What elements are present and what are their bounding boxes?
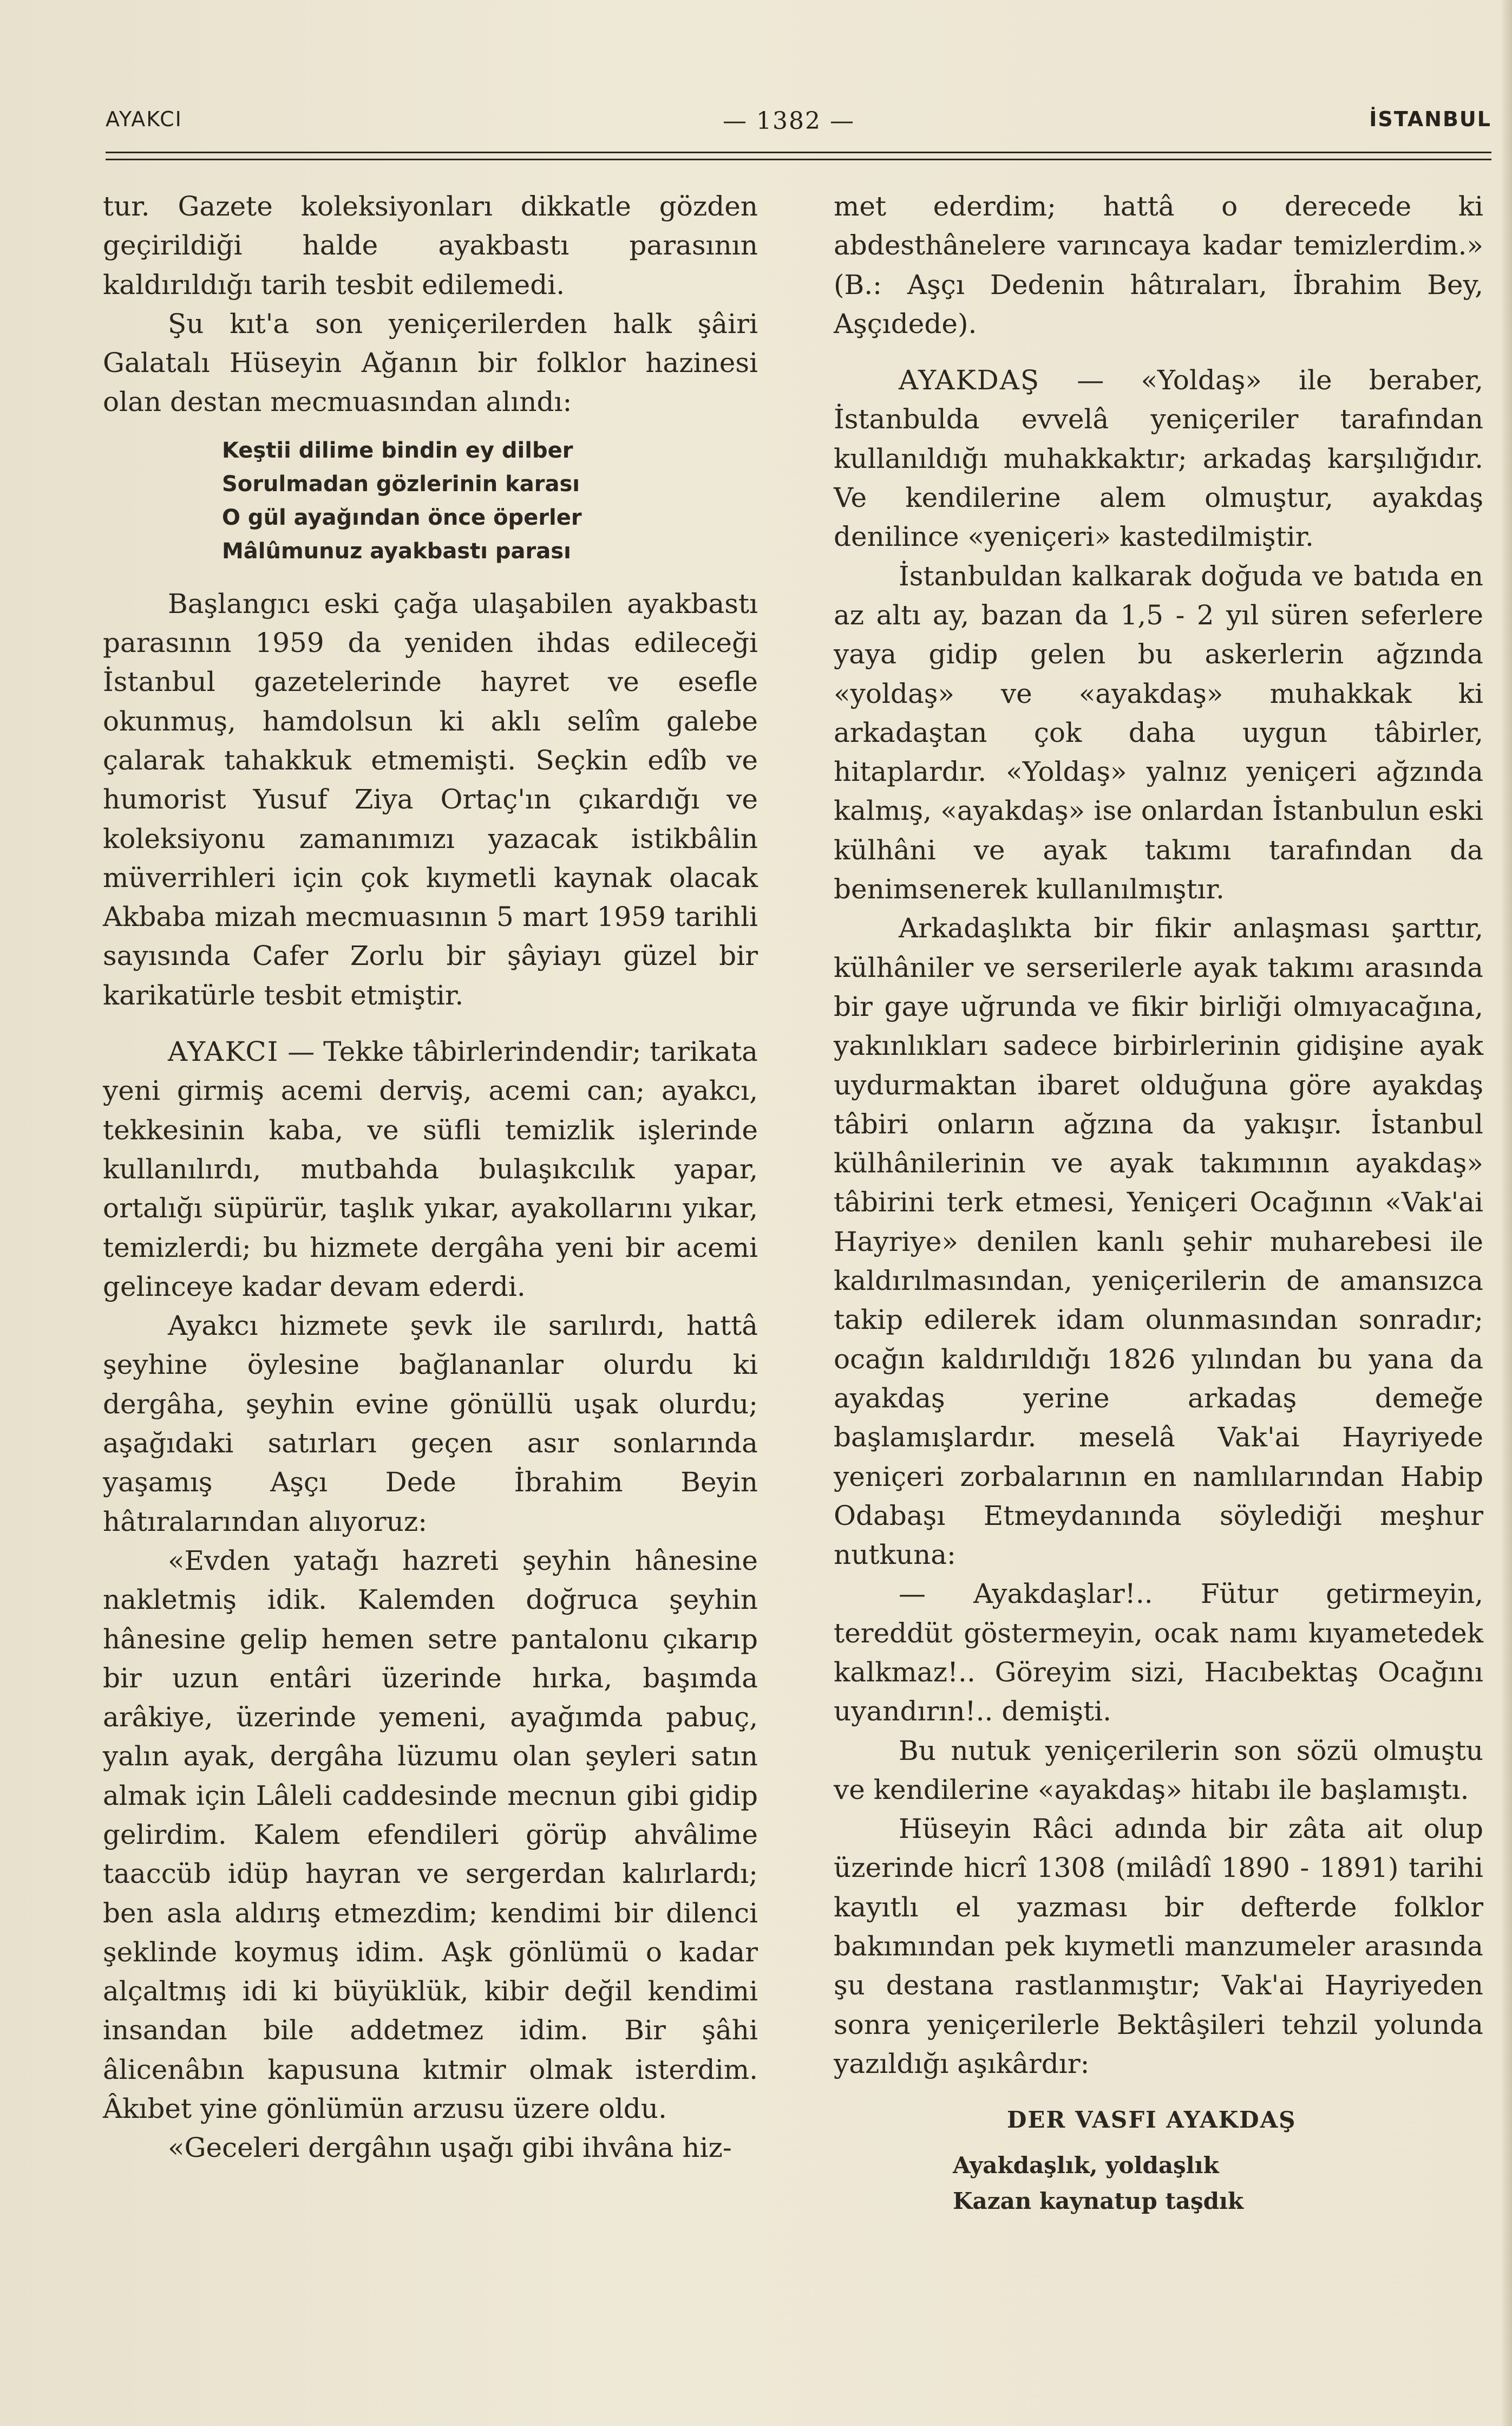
paragraph: Hüseyin Râci adında bir zâta ait olup üzerinde hicrî 1308 (milâdî 1890 - 1891) tarihi kayıtlı el yazması bir defterde folklor bakımından pek kıymetli manzumeler arasında şu destana rastlanmıştır; Vak'ai Hayriyeden sonra yeniçerilerle Bektâşileri tehzil yolunda yazıldığı aşıkârdır: — [834, 1813, 1483, 2079]
paragraph: Şu kıt'a son yeniçerilerden halk şâiri Galatalı Hüseyin Ağanın bir folklor hazinesi olan destan mecmuasından alındı: — [103, 308, 758, 418]
poem-stanza — [953, 2148, 1483, 2219]
paragraph: İstanbuldan kalkarak doğuda ve batıda en az altı ay, bazan da 1,5 - 2 yıl süren seferlere yaya gidip gelen bu askerlerin ağzında «yoldaş» ve «ayakdaş» muhakkak ki arkadaştan çok daha uygun tâbirler, hitaplardır. «Yoldaş» yalnız yeniçeri ağzında kalmış, «ayakdaş» ise onlardan İstanbulun eski külhâni ve ayak takımı tarafından da benimsenerek kullanılmıştır. — [834, 560, 1483, 905]
paragraph: Başlangıcı eski çağa ulaşabilen ayakbastı parasının 1959 da yeniden ihdas edileceği İstanbul gazetelerinde hayret ve esefle okunmuş, hamdolsun ki aklı selîm galebe çalarak tahakkuk etmemişti. Seçkin edîb ve humorist Yusuf Ziya Ortaç'ın çıkardığı ve koleksiyonu zamanımızı yazacak istikbâlin müverrihleri için çok kıymetli kaynak olacak Akbaba mizah mecmuasının 5 mart 1959 tarihli sayısında Cafer Zorlu bir şâyiayı güzel bir karikatürle tesbit etmiştir. — [103, 588, 758, 1011]
quotation: «Geceleri dergâhın uşağı gibi ihvâna hiz- — [168, 2132, 732, 2164]
running-header — [106, 107, 1491, 145]
poem-stanza — [222, 434, 758, 568]
entry-definition: — «Yoldaş» ile beraber, İstanbulda evvelâ yeniçeriler tarafından kullanıldığı muhakkaktır; arkadaş karşılığıdır. Ve kendilerine alem olmuştur, ayakdaş denilince «yeniçeri» kastedilmiştir. — [834, 364, 1483, 553]
poem-title: DER VASFI AYAKDAŞ — [1007, 2107, 1297, 2134]
entry-term: AYAKCI — [168, 1036, 279, 1068]
page-edge-shadow — [1502, 0, 1512, 2426]
header-rule — [106, 152, 1491, 160]
paragraph: tur. Gazete koleksiyonları dikkatle gözden geçirildiği halde ayakbastı parasının kaldırıldığı tarih tesbit edilemedi. — [103, 191, 758, 301]
poem-line: Mâlûmunuz ayakbastı parası — [222, 538, 571, 564]
entry-term: AYAKDAŞ — [899, 364, 1040, 396]
paragraph: Bu nutuk yeniçerilerin son sözü olmuştu ve kendilerine «ayakdaş» hitabı ile başlamıştı. — [834, 1734, 1483, 1805]
paragraph: Arkadaşlıkta bir fikir anlaşması şarttır, külhâniler ve serserilerle ayak takımı arasında bir gaye uğrunda ve fikir birliği olmıyacağına, yakınlıkları sadece birbirlerinin gidişine ayak uydurmaktan ibaret olduğuna göre ayakdaş tâbiri onların ağzına da yakışır. İstanbul külhânilerinin ve ayak takımının ayakdaş» tâbirini terk etmesi, Yeniçeri Ocağının «Vak'ai Hayriye» denilen kanlı şehir muharebesi ile kaldırılmasından, yeniçerilerin de amansızca takip edilerek idam olunmasından sonradır; ocağın kaldırıldığı 1826 yılından bu yana da ayakdaş yerine arkadaş demeğe başlamışlardır. meselâ Vak'ai Hayriyede yeniçeri zorbalarının en namlılarından Habip Odabaşı Etmeydanında söylediği meşhur nutkuna: — [834, 912, 1483, 1571]
poem-line: Keştii dilime bindin ey dilber — [222, 438, 573, 463]
poem-line: Kazan kaynatup taşdık — [953, 2187, 1244, 2214]
poem-line: Sorulmadan gözlerinin karası — [222, 471, 580, 497]
paragraph: met ederdim; hattâ o derecede ki abdesthânelere varıncaya kadar temizlerdim.» (B.: Aşçı Dedenin hâtıraları, İbrahim Bey, Aşçıdede). — [834, 191, 1483, 340]
poem-line: O gül ayağından önce öperler — [222, 505, 582, 530]
entry-ayakci — [103, 1032, 758, 1306]
right-column — [834, 187, 1483, 2219]
poem-line: Ayakdaşlık, yoldaşlık — [953, 2151, 1219, 2179]
quotation: — Ayakdaşlar!.. Fütur getirmeyin, tereddüt göstermeyin, ocak namı kıyametedek kalkmaz!.. Göreyim sizi, Hacıbektaş Ocağını uyandırın!.. demişti. — [834, 1578, 1483, 1727]
page-number: — 1382 — — [723, 107, 855, 135]
header-entry-word: AYAKCI — [106, 107, 182, 131]
paragraph: Ayakcı hizmete şevk ile sarılırdı, hattâ şeyhine öylesine bağlananlar olurdu ki dergâha, şeyhin evine gönüllü uşak olurdu; aşağıdaki satırları geçen asır sonlarında yaşamış Aşçı Dede İbrahim Beyin hâtıralarından alıyoruz: — [103, 1310, 758, 1537]
left-column — [103, 187, 758, 2168]
quotation: «Evden yatağı hazreti şeyhin hânesine nakletmiş idik. Kalemden doğruca şeyhin hânesine gelip hemen setre pantalonu çıkarıp bir uzun entâri üzerinde hırka, başımda arâkiye, üzerinde yemeni, ayağımda pabuç, yalın ayak, dergâha lüzumu olan şeyleri satın almak için Lâleli caddesinde mecnun gibi gidip gelirdim. Kalem efendileri görüp ahvâlime taaccüb idüp hayran ve sergerdan kalırlardı; ben asla aldırış etmezdim; kendimi bir dilenci şeklinde koymuş idim. Aşk gönlümü o kadar alçaltmış idi ki büyüklük, kibir değil kendimi insandan bile addetmez idim. Bir şâhi âlicenâbın kapusuna kıtmir olmak isterdim. Âkıbet yine gönlümün arzusu üzere oldu. — [103, 1544, 758, 2125]
entry-definition: — Tekke tâbirlerindendir; tarikata yeni girmiş acemi derviş, acemi can; ayakcı, tekkesinin kaba, ve süfli temizlik işlerinde kullanılırdı, mutbahda bulaşıkcılık yapar, ortalığı süpürür, taşlık yıkar, ayakollarını yıkar, temizlerdi; bu hizmete dergâha yeni bir acemi gelinceye kadar devam ederdi. — [103, 1036, 758, 1302]
header-section-title: İSTANBUL — [1369, 107, 1491, 131]
entry-ayakdas — [834, 361, 1483, 556]
